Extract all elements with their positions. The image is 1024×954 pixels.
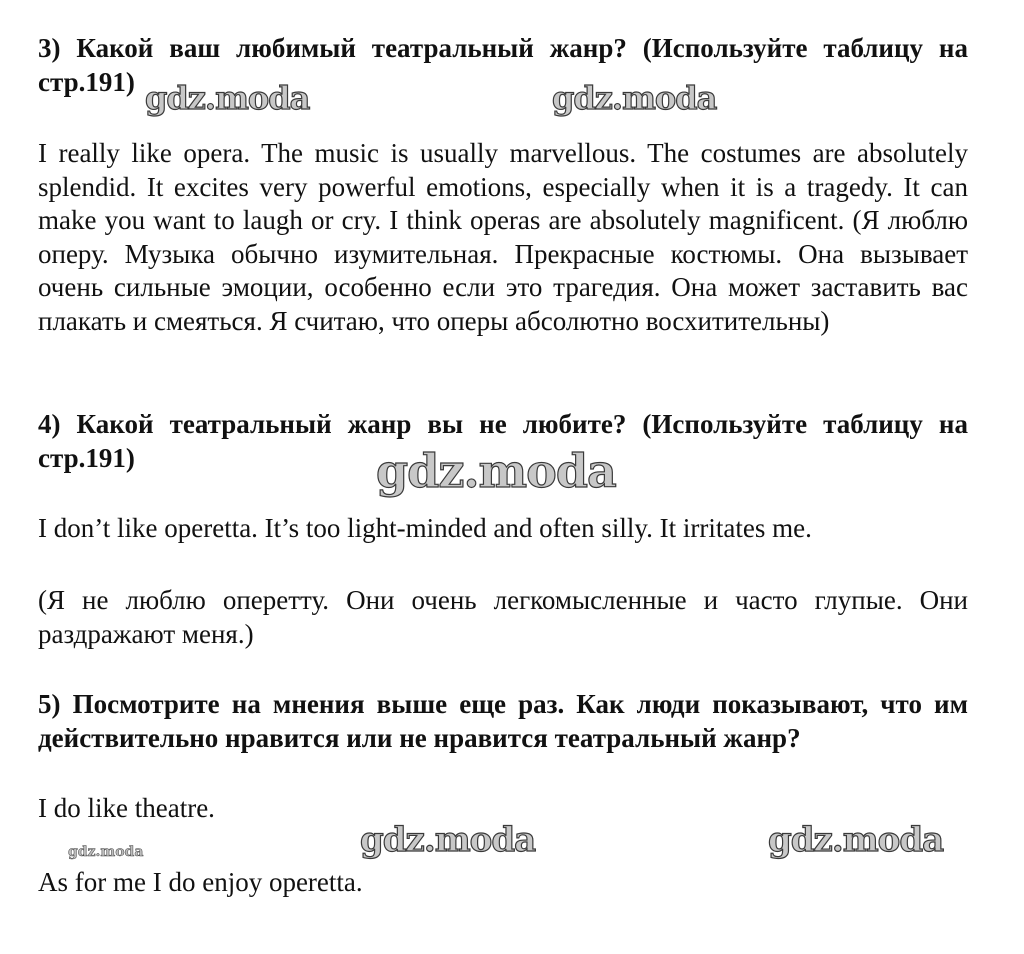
answer-3-paragraph: I really like opera. The music is usually marvellous. The costumes are absolutely splendid. It excites very powerful emotions, especially when it is a tragedy. It can make you want to laugh or cry. I think operas are absolutely magnificent. (Я люблю оперу. Музыка обычно изумительная. Прекрасные костюмы. Она вызывает очень сильные эмоции, особенно если это трагедия. Она может заставить вас плакать и смеяться. Я считаю, что оперы абсолютно восхитительны)	[38, 138, 968, 336]
watermark-logo-small: gdz.moda	[68, 844, 144, 860]
watermark-logo: gdz.moda	[360, 820, 536, 860]
answer-5-line-1: I do like theatre.	[38, 793, 215, 823]
answer-4-english: I don’t like operetta. It’s too light-minded and often silly. It irritates me.	[38, 513, 812, 543]
watermark-logo: gdz.moda	[768, 820, 944, 860]
watermark-logo: gdz.moda	[552, 79, 717, 117]
question-3-heading: 3) Какой ваш любимый театральный жанр? (Используйте таблицу на стр.191)	[38, 33, 968, 97]
question-5-heading: 5) Посмотрите на мнения выше еще раз. Как люди показывают, что им действительно нравится или не нравится театральный жанр?	[38, 689, 968, 753]
answer-5-line-2: As for me I do enjoy operetta.	[38, 867, 363, 897]
watermark-logo: gdz.moda	[145, 79, 310, 117]
question-4-heading: 4) Какой театральный жанр вы не любите? (Используйте таблицу на стр.191)	[38, 409, 968, 473]
answer-4-translation: (Я не люблю оперетту. Они очень легкомысленные и часто глупые. Они раздражают меня.)	[38, 585, 968, 649]
watermark-logo: gdz.moda	[376, 444, 616, 498]
